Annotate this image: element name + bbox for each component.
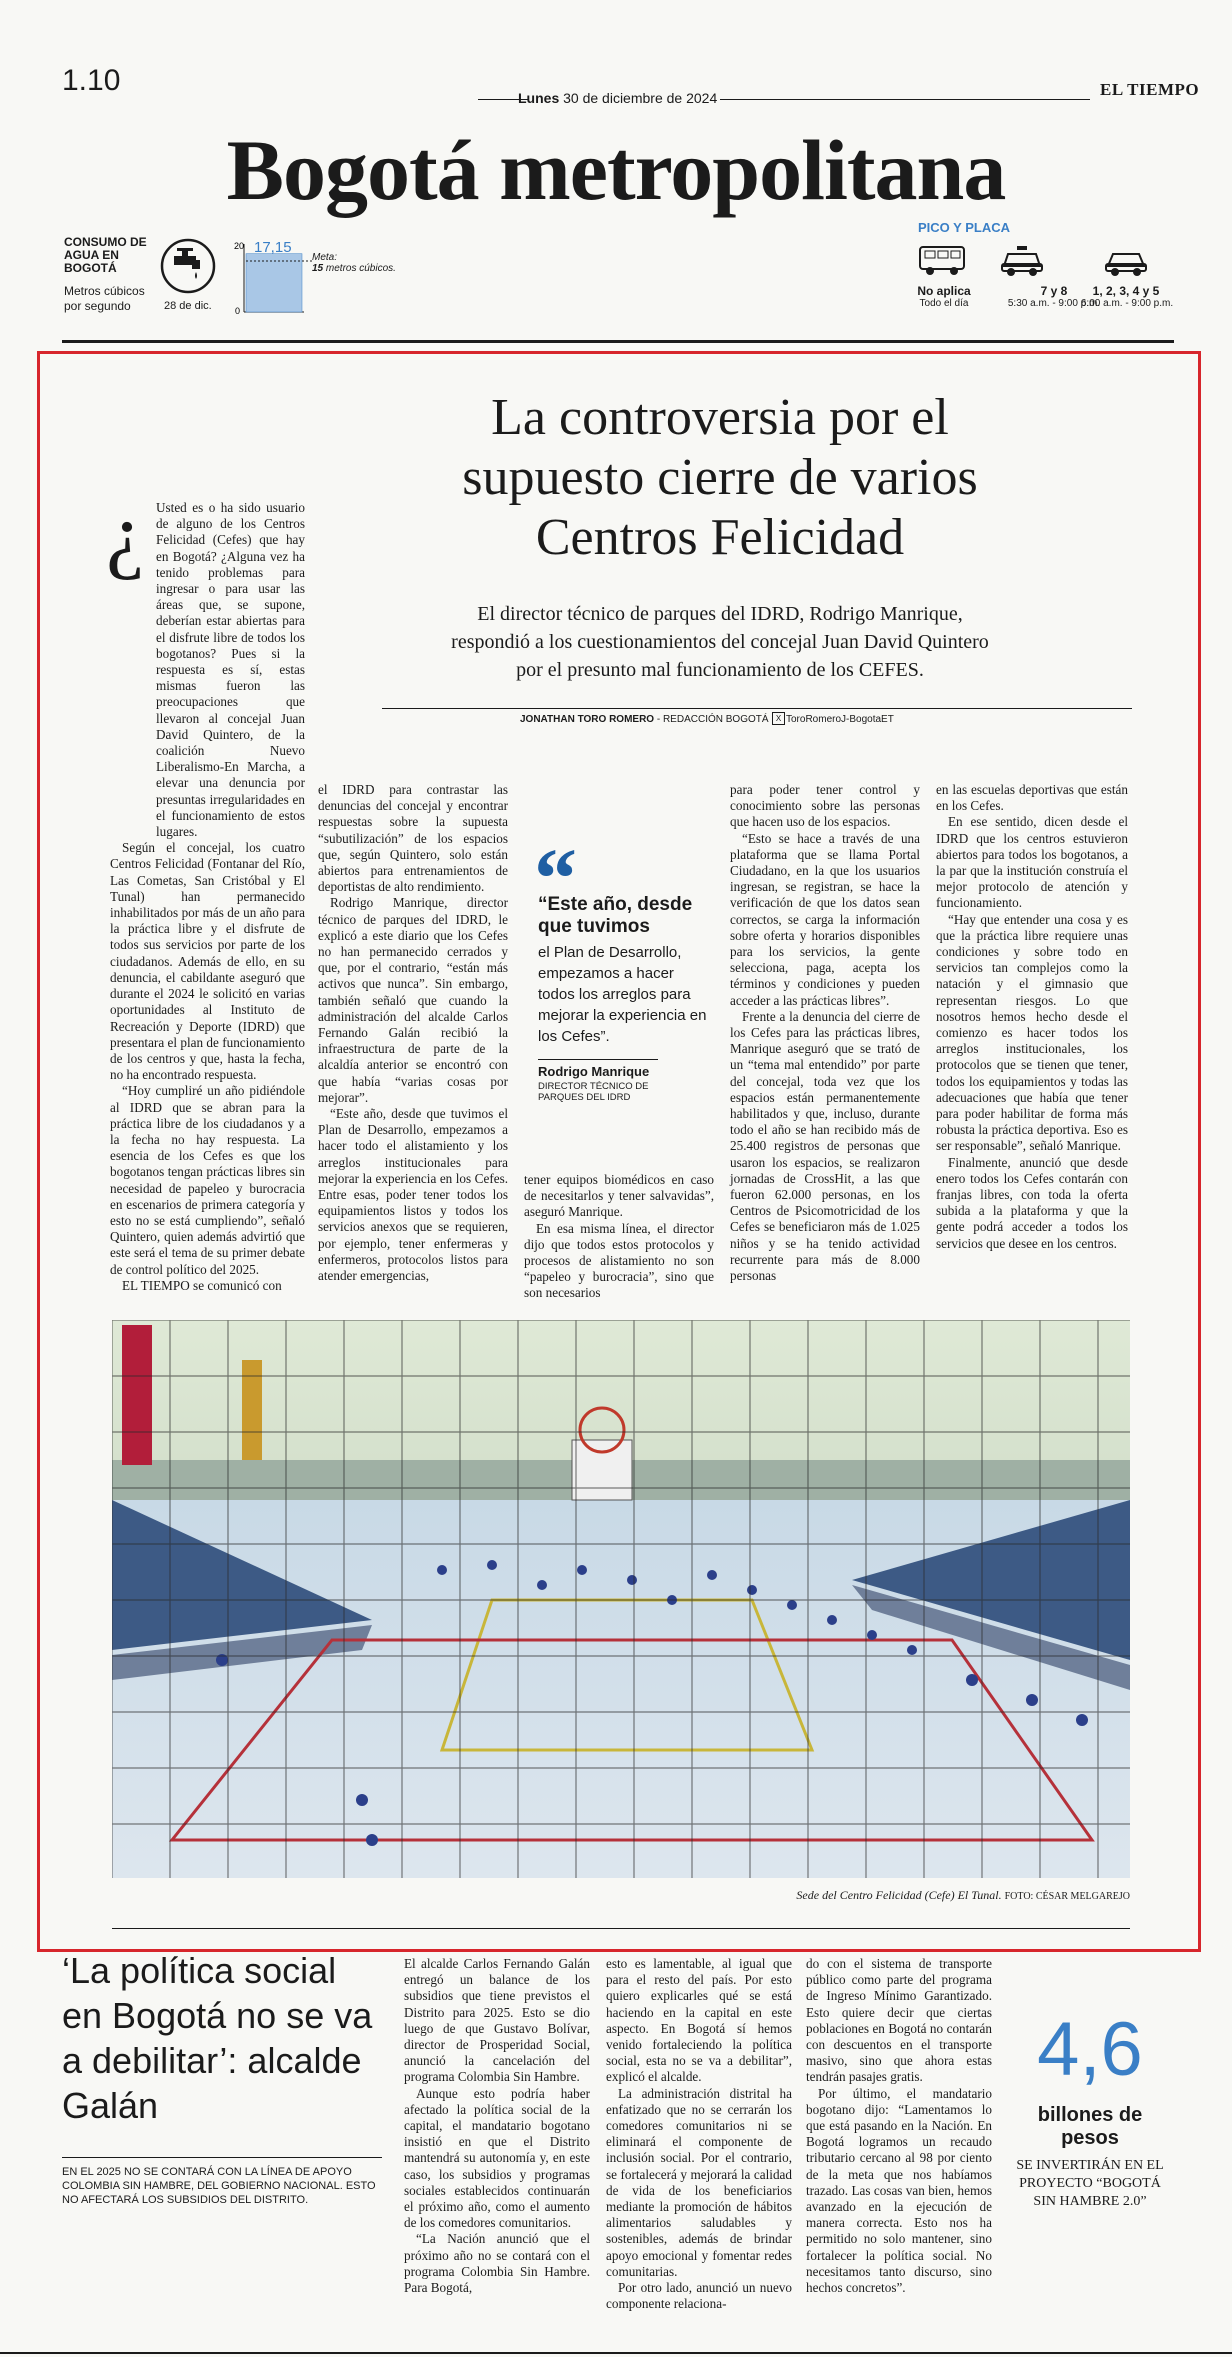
date-rule-right [720, 99, 1090, 100]
water-goal [312, 252, 396, 274]
pull-quote-lead: “Este año, desde que tuvimos [538, 894, 693, 937]
paragraph: “Hay que entender una cosa y es que la práctica libre requiere unas condiciones y sobre todo en servicios tan complejos como la natación y el gimnasio que representan riesgos. Lo que nosotros hemos hecho desde el comienzo es hacer todos los arreglos institucionales, los protocolos que se tienen que tener, todos los equipamientos y todas las adecuaciones que había que tener para poder habilitar de forma más robusta la práctica deportiva. Eso es ser responsable”, señaló Manrique. [936, 911, 1128, 1154]
article-column-5 [936, 782, 1128, 1252]
article-deck [360, 600, 1080, 684]
gauge-max-label: 20 [234, 241, 245, 251]
water-label: CONSUMO DE AGUA EN BOGOTÁ [64, 235, 147, 275]
deck-line-1: El director técnico de parques del IDRD, Rodrigo Manrique, [477, 603, 963, 625]
paragraph: tener equipos biomédicos en caso de necesitarlos y tener salvavidas”, aseguró Manrique. [524, 1172, 714, 1220]
paragraph: esto es lamentable, al igual que para el resto del país. Por esto quiero explicarles qué se está haciendo en la capital en este aspecto. En Bogotá sí hemos venido fortaleciendo la política social, esta no se va a debilitar”, explicó el alcalde. [606, 1956, 792, 2085]
bottom-column-1 [404, 1956, 590, 2296]
date-day: Lunes [518, 90, 560, 106]
article-column-1 [110, 500, 305, 1294]
goal-value: 15 [312, 263, 324, 274]
x-social-icon: X [772, 712, 785, 725]
pico-note-taxi: 5:30 a.m. - 9:00 p.m. [1007, 298, 1101, 309]
bottom-column-2 [606, 1956, 792, 2312]
deck-line-3: por el presunto mal funcionamiento de los CEFES. [516, 659, 924, 681]
pico-value-taxi: 7 y 8 [1040, 284, 1068, 298]
pico-value-car: 1, 2, 3, 4 y 5 [1092, 284, 1160, 298]
page-number: 1.10 [62, 64, 121, 97]
paragraph: Finalmente, anunció que desde enero todos los Cefes contarán con franjas libres, con toda la oferta subida a la plataforma y que la gente podrá acceder a todos los servicios que desee en los centros. [936, 1154, 1128, 1251]
faucet-icon [160, 238, 216, 294]
goal-label: Meta: [312, 252, 338, 263]
paragraph: “La Nación anunció que el próximo año no se contará con el programa Colombia Sin Hambre. Para Bogotá, [404, 2231, 590, 2296]
pico-note-car: 6:00 a.m. - 9:00 p.m. [1080, 298, 1174, 309]
paragraph: el IDRD para contrastar las denuncias del concejal y encontrar respuestas sobre la supuesta “subutilización” de los espacios que, según Quintero, solo están abiertos para entrenamientos de deportistas de alto rendimiento. [318, 782, 508, 895]
bottom-deck: EN EL 2025 NO SE CONTARÁ CON LA LÍNEA DE APOYO COLOMBIA SIN HAMBRE, DEL GOBIERNO NACIONAL. ESTO NO AFECTARÁ LOS SUBSIDIOS DEL DISTRITO. [62, 2166, 376, 2206]
paragraph: “Hoy cumpliré un año pidiéndole al IDRD que se abran para la práctica libre de los ciudadanos y a la fecha no hay respuesta. La esencia de los Cefes es que los bogotanos tengan prácticas libres sin necesidad de papeleo y burocracia en escenarios de primera categoría y esto no se está cumpliendo”, señaló Quintero, quien además advirtió que este será el tema de su primer debate de control político del 2025. [110, 1083, 305, 1277]
stat-number: 4,6 [1037, 2007, 1143, 2092]
goal-unit: metros cúbicos. [325, 263, 396, 274]
article-column-3 [524, 1172, 714, 1302]
paragraph: EL TIEMPO se comunicó con [122, 1277, 282, 1293]
headline-line-1: La controversia por el [491, 389, 949, 446]
paragraph: Frente a la denuncia del cierre de los Cefes para las prácticas libres, Manrique aseguró que se trató de un “tema mal entendido” por parte del concejal, toda vez que los espacios están permanentemente habilitados y que, incluso, durante todo el año se han recibido más de 25.400 registros de personas que usaron los espacios, se realizaron jornadas de CrossHit, a las que fueron 62.000 personas, en los Centros de Psicomotricidad de los Cefes se beneficiaron más de 1.025 niños y se ha tenido actividad recurrente para más de 8.000 personas [730, 1008, 920, 1284]
paragraph: do con el sistema de transporte público como parte del programa de Ingreso Mínimo Garantizado. Esto quiere decir que ciertas poblaciones en Bogotá no contarán con descuentos en el transporte masivo, sino que ahora estas tendrán pasajes gratis. [806, 1956, 992, 2085]
pico-placa-title: PICO Y PLACA [918, 220, 1010, 235]
pico-note-bus: Todo el día [919, 298, 969, 309]
gauge-fill [246, 254, 302, 312]
author-handle: ToroRomeroJ-BogotaET [786, 714, 894, 725]
caption-text: Sede del Centro Felicidad (Cefe) El Tunal. [796, 1888, 1002, 1902]
article-column-2 [318, 782, 508, 1284]
paragraph: en las escuelas deportivas que están en los Cefes. [936, 782, 1128, 814]
paragraph: Rodrigo Manrique, director técnico de parques del IDRD, le explicó a este diario que los Cefes no han permanecido cerrados y que, por el contrario, “están más activos que nunca”. Sin embargo, también señaló que cuando la administración del alcalde Carlos Fernando Galán recibió la infraestructura de parte de la alcaldía anterior se encontró con que había “varias cosas por mejorar”. [318, 895, 508, 1105]
photo-credit: FOTO: CÉSAR MELGAREJO [1004, 1891, 1130, 1902]
gauge-min-label: 0 [235, 306, 241, 316]
headline-line-2: supuesto cierre de varios [462, 449, 978, 506]
paragraph: “Este año, desde que tuvimos el Plan de Desarrollo, empezamos a hacer todo el alistamiento y los arreglos institucionales para mejorar la experiencia en los Cefes. Entre esas, poder tener todos los equipamientos listos y todos los servicios anexos que se requieren, por ejemplo, tener enfermeras y enfermeros, protocolos listos para atender emergencias, [318, 1106, 508, 1284]
deck-line-2: respondió a los cuestionamientos del concejal Juan David Quintero [451, 631, 989, 653]
water-date: 28 de dic. [164, 300, 212, 312]
dateline [518, 90, 717, 106]
pull-quote-body: el Plan de Desarrollo, empezamos a hacer todos los arreglos para mejorar la experiencia en los Cefes”. [538, 944, 707, 1045]
section-title: Bogotá metropolitana [226, 122, 1006, 218]
byline-desk: - REDACCIÓN BOGOTÁ [654, 714, 769, 725]
pull-quote-role: DIRECTOR TÉCNICO DE PARQUES DEL IDRD [538, 1081, 649, 1103]
byline-author: JONATHAN TORO ROMERO [520, 714, 655, 725]
stat-unit: billones de pesos [1037, 2104, 1143, 2149]
bottom-column-3 [806, 1956, 992, 2296]
date-rest: 30 de diciembre de 2024 [563, 90, 718, 106]
taxi-icon [1000, 244, 1044, 278]
paragraph: Por último, el mandatario bogotano dijo: “Lamentamos lo que está pasando en la Nación. En Bogotá logramos un recaudo tributario cercano al 98 por ciento de la meta que nos habíamos trazado. Las cosas van bien, hemos avanzado en la ejecución de manera correcta. Esto nos ha permitido no solo mantener, sino fortalecer la política social. No necesitamos tanto discurso, sino hechos concretos”. [806, 2085, 992, 2296]
quote-rule [538, 1059, 658, 1060]
car-icon [1104, 244, 1148, 278]
water-units: Metros cúbicos por segundo [64, 284, 145, 313]
headline-line-3: Centros Felicidad [535, 509, 905, 566]
byline [520, 714, 769, 725]
paragraph: “Esto se hace a través de una plataforma que se llama Portal Ciudadano, en la que los usuarios ingresan, se registran, se hace la verificación de que los datos sean correctos, se carga la información sobre oferta y horarios disponibles para los servicios, la gente selecciona, paga, acepta los términos y condiciones y pueden acceder a las prácticas libres”. [730, 830, 920, 1008]
paragraph: Por otro lado, anunció un nuevo componente relaciona- [606, 2280, 792, 2312]
paragraph: Usted es o ha sido usuario de alguno de los Centros Felicidad (Cefes) que hay en Bogotá? ¿Alguna vez ha tenido problemas para ingresar o para usar las áreas que, se supone, deberían estar abiertas para el disfrute libre de todos los bogotanos? Pues si la respuesta es sí, estas mismas fueron las preocupaciones que llevaron al concejal Juan David Quintero, de la coalición Nuevo Liberalismo-En Marcha, a elevar una denuncia por presuntas irregularidades en el funcionamiento de estos lugares. [156, 500, 305, 840]
header-rule [62, 340, 1174, 343]
stat-note: SE INVERTIRÁN EN EL PROYECTO “BOGOTÁ SIN HAMBRE 2.0” [1016, 2158, 1164, 2209]
drop-cap: ¿ [106, 485, 145, 581]
paragraph: Según el concejal, los cuatro Centros Felicidad (Fontanar del Río, Las Cometas, San Cristóbal y El Tunal) han permanecido inhabilitados por más de un año para la práctica libre y el disfrute de todos sus servicios por parte de los ciudadanos. Además de ello, en su denuncia, el cabildante aseguró que durante el 2024 le solicitó en varias oportunidades al Instituto de Recreación y Deporte (IDRD) que presentara el plan de funcionamiento de los centros y que, hasta la fecha, no ha encontrado respuesta. [110, 840, 305, 1083]
paragraph: El alcalde Carlos Fernando Galán entregó un balance de los subsidios que tiene previstos el Distrito para 2025. Esto se dio luego de que Gustavo Bolívar, director de Prosperidad Social, anunció la cancelación del programa Colombia Sin Hambre. [404, 1956, 590, 2085]
quote-mark-icon: “ [534, 830, 577, 926]
water-gauge [234, 236, 374, 316]
pull-quote-name: Rodrigo Manrique [538, 1064, 650, 1079]
paragraph: La administración distrital ha enfatizado que no se cerrarán los comedores comunitarios ni se eliminará el componente de inclusión social. Por el contrario, se fortalecerá y mejorará la calidad de vida de los beneficiarios mediante la promoción de hábitos alimentarios saludables y sostenibles, además de brindar apoyo emocional y fomentar redes comunitarias. [606, 2085, 792, 2279]
bus-icon [918, 244, 968, 278]
article-column-4 [730, 782, 920, 1284]
paragraph: En esa misma línea, el director dijo que todos estos protocolos y procesos de alistamiento no son “papeleo y burocracia”, sino que son necesarios [524, 1220, 714, 1301]
paragraph: para poder tener control y conocimiento sobre las personas que hacen uso de los espacios. [730, 782, 920, 830]
gym-photo [112, 1320, 1130, 1878]
frame-inner-rule [112, 1928, 1130, 1929]
photo-caption [660, 1888, 1130, 1903]
article-headline [330, 388, 1110, 568]
byline-rule [382, 708, 1132, 709]
page-bottom-rule [0, 2352, 1232, 2354]
bottom-headline: ‘La política social en Bogotá no se va a debilitar’: alcalde Galán [62, 1950, 373, 2126]
paragraph: En ese sentido, dicen desde el IDRD que los centros estuvieron abiertos para todos los bogotanos, a la par que la institución construía el mejor protocolo de atención y funcionamiento. [936, 814, 1128, 911]
paragraph: Aunque esto podría haber afectado la política social de la capital, el mandatario bogotano insistió en que el Distrito mantendrá su autonomía y, en este caso, los subsidios y programas sociales establecidos continuarán el próximo año, como el aumento de los comedores comunitarios. [404, 2085, 590, 2231]
pico-value-bus: No aplica [917, 284, 971, 298]
bottom-deck-rule [62, 2157, 382, 2158]
gauge-value: 17,15 [254, 239, 292, 256]
brand-logo: EL TIEMPO [1100, 80, 1200, 99]
